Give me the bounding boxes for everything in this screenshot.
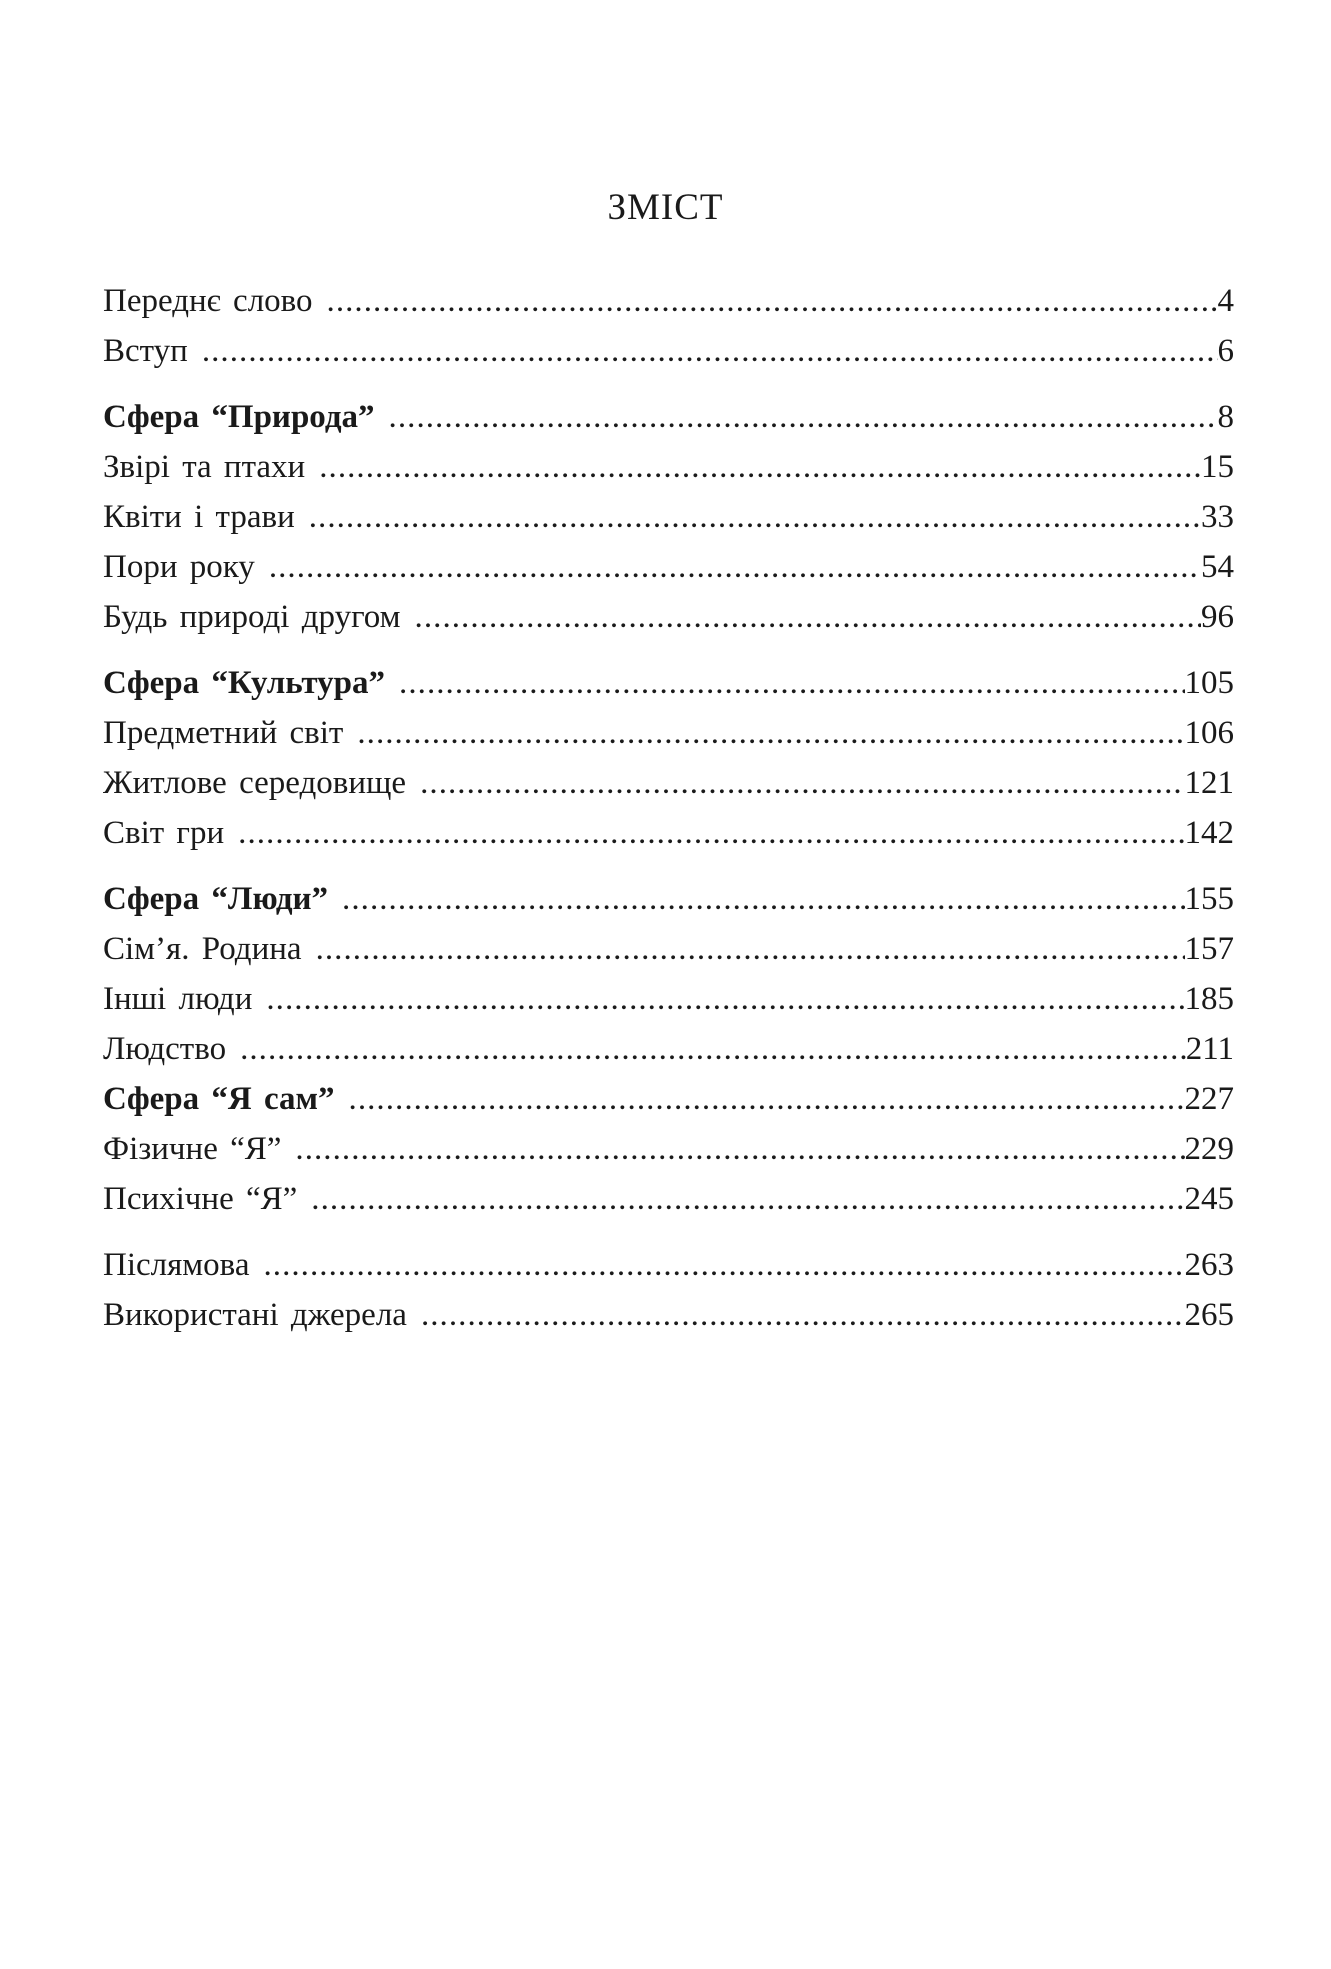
toc-entry [103, 542, 1234, 592]
toc-entry-label: Житлове середовище [103, 765, 407, 801]
toc-entry [103, 1290, 1234, 1340]
dot-leader [269, 542, 1201, 592]
dot-leader [238, 808, 1184, 858]
dot-leader [316, 924, 1185, 974]
dot-leader [357, 708, 1184, 758]
dot-leader [311, 1174, 1184, 1224]
toc-entry [103, 492, 1234, 542]
toc-entry-label: Післямова [103, 1247, 250, 1283]
toc-entry [103, 442, 1234, 492]
toc-entry-label: Вступ [103, 333, 188, 369]
toc-entry [103, 1240, 1234, 1290]
toc-entry-page: 96 [1201, 599, 1234, 635]
toc-entry [103, 758, 1234, 808]
toc-entry-label: Будь природі другом [103, 599, 401, 635]
toc-entry-page: 157 [1184, 931, 1234, 967]
toc-entry [103, 1124, 1234, 1174]
toc-entry-label: Людство [103, 1031, 227, 1067]
toc-entry [103, 1174, 1234, 1224]
toc-entry [103, 592, 1234, 642]
dot-leader [420, 758, 1184, 808]
toc-entry-label: Сім’я. Родина [103, 931, 302, 967]
toc-entry-label: Пори року [103, 549, 255, 585]
dot-leader [295, 1124, 1184, 1174]
dot-leader [263, 1240, 1184, 1290]
toc-section-entry [103, 392, 1234, 442]
toc-entry [103, 326, 1234, 376]
toc-entry-page: 155 [1184, 881, 1234, 917]
toc-entry-page: 105 [1184, 665, 1234, 701]
dot-leader [309, 492, 1201, 542]
toc-entry-page: 211 [1185, 1031, 1234, 1067]
dot-leader [202, 326, 1218, 376]
dot-leader [415, 592, 1201, 642]
dot-leader [399, 658, 1184, 708]
toc-entry-label: Квіти і трави [103, 499, 295, 535]
toc-entry-page: 185 [1184, 981, 1234, 1017]
toc-section-entry [103, 658, 1234, 708]
toc-entry-label: Сфера “Я сам” [103, 1081, 335, 1117]
toc-entry-label: Предметний світ [103, 715, 344, 751]
toc-entry-label: Фізичне “Я” [103, 1131, 282, 1167]
table-of-contents [103, 0, 1234, 1969]
toc-entry-page: 229 [1184, 1131, 1234, 1167]
toc-entry [103, 924, 1234, 974]
dot-leader [240, 1024, 1186, 1074]
toc-entry-page: 265 [1184, 1297, 1234, 1333]
toc-entry-page: 121 [1184, 765, 1234, 801]
toc-entry-label: Звірі та птахи [103, 449, 306, 485]
toc-entry [103, 708, 1234, 758]
toc-section-entry [103, 874, 1234, 924]
toc-entry-label: Світ гри [103, 815, 225, 851]
toc-entry [103, 974, 1234, 1024]
toc-entry-label: Переднє слово [103, 283, 313, 319]
dot-leader [349, 1074, 1185, 1124]
dot-leader [342, 874, 1184, 924]
toc-title: ЗМІСТ [607, 187, 724, 228]
toc-entry [103, 276, 1234, 326]
toc-entry-label: Сфера “Люди” [103, 881, 329, 917]
toc-entry-page: 4 [1217, 283, 1234, 319]
dot-leader [389, 392, 1218, 442]
toc-entry-page: 8 [1217, 399, 1234, 435]
toc-entry-page: 33 [1201, 499, 1234, 535]
toc-entry-page: 15 [1201, 449, 1234, 485]
toc-entry-page: 263 [1184, 1247, 1234, 1283]
toc-entry-page: 142 [1184, 815, 1234, 851]
dot-leader [319, 442, 1201, 492]
toc-entry-label: Використані джерела [103, 1297, 407, 1333]
toc-entry-page: 6 [1217, 333, 1234, 369]
dot-leader [421, 1290, 1185, 1340]
toc-entry [103, 808, 1234, 858]
toc-entry-label: Сфера “Культура” [103, 665, 386, 701]
dot-leader [327, 276, 1218, 326]
toc-entry-label: Інші люди [103, 981, 253, 1017]
toc-entry-page: 106 [1184, 715, 1234, 751]
toc-entry-page: 227 [1184, 1081, 1234, 1117]
toc-entry-label: Сфера “Природа” [103, 399, 375, 435]
toc-entry-page: 54 [1201, 549, 1234, 585]
toc-entry-page: 245 [1184, 1181, 1234, 1217]
toc-section-entry [103, 1074, 1234, 1124]
toc-entry [103, 1024, 1234, 1074]
toc-entry-label: Психічне “Я” [103, 1181, 298, 1217]
dot-leader [266, 974, 1184, 1024]
